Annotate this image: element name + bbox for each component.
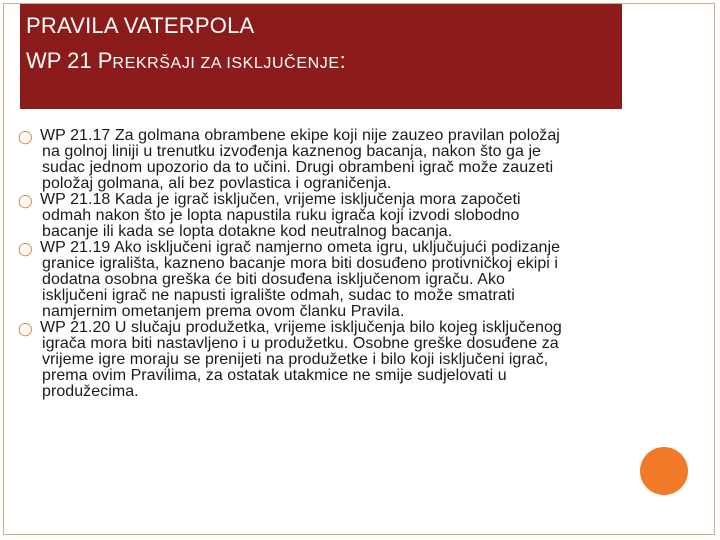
bullet-line: WP 21.20 U slučaju produžetka, vrijeme isključenja bilo kojeg isključenog — [40, 319, 562, 336]
bullet-marker-icon: ◯ — [18, 193, 33, 208]
list-item — [18, 320, 694, 400]
bullet-line: sudac jednom upozorio da to učini. Drugi obrambeni igrač može zauzeti — [42, 159, 554, 176]
bullet-line: odmah nakon što je lopta napustila ruku igrača koji izvodi slobodno — [42, 207, 520, 224]
list-item — [18, 192, 694, 240]
bullet-line: igrača mora biti nastavljeno i u produžetku. Osobne greške dosuđene za — [42, 335, 559, 352]
bullet-line: dodatna osobna greška će biti dosuđena isključenom igraču. Ako — [42, 271, 505, 288]
bullet-line: namjernim ometanjem prema ovom članku Pravila. — [42, 303, 405, 320]
bullet-line: prema ovim Pravilima, za ostatak utakmice ne smije sudjelovati u — [42, 367, 507, 384]
title-box — [20, 4, 622, 109]
bullet-marker-icon: ◯ — [18, 321, 33, 336]
bullet-marker-icon: ◯ — [18, 241, 33, 256]
bullet-line: položaj golmana, ali bez povlastica i ograničenja. — [42, 175, 392, 192]
bullet-line: bacanje ili kada se lopta dotakne kod neutralnog bacanja. — [42, 223, 453, 240]
bullet-line: granice igrališta, kazneno bacanje mora biti dosuđeno protivničkoj ekipi i — [42, 255, 558, 272]
bullet-line: WP 21.19 Ako isključeni igrač namjerno ometa igru, uključujući podizanje — [40, 239, 561, 256]
bullet-marker-icon: ◯ — [18, 129, 33, 144]
title-prefix: WP 21 P — [26, 48, 113, 73]
title-line-2 — [26, 48, 346, 74]
bullet-list — [18, 128, 694, 400]
list-item — [18, 240, 694, 320]
bullet-line: WP 21.17 Za golmana obrambene ekipe koji nije zauzeo pravilan položaj — [40, 127, 560, 144]
title-smallcaps: REKRŠAJI ZA ISKLJUČENJE — [112, 55, 340, 72]
title-suffix: : — [339, 48, 346, 73]
bullet-line: na golnoj liniji u trenutku izvođenja kaznenog bacanja, nakon što ga je — [42, 143, 542, 160]
title-line-1: PRAVILA VATERPOLA — [26, 13, 255, 38]
bullet-line: produžecima. — [42, 383, 139, 400]
decorative-circle — [640, 447, 688, 495]
bullet-line: isključeni igrač ne napusti igralište odmah, sudac to može smatrati — [42, 287, 515, 304]
bullet-line: vrijeme igre moraju se prenijeti na produžetke i bilo koji isključeni igrač, — [42, 351, 549, 368]
bullet-line: WP 21.18 Kada je igrač isključen, vrijeme isključenja mora započeti — [40, 191, 521, 208]
list-item — [18, 128, 694, 192]
